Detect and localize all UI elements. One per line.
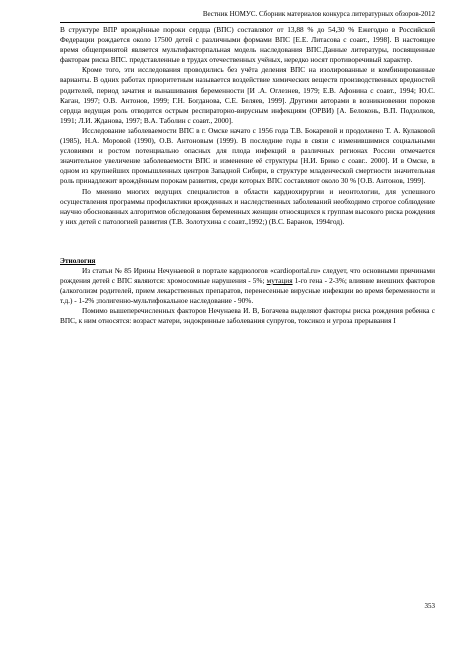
- journal-header: Вестник НОМУС. Сборник материалов конкурса литературных обзоров-2012: [202, 10, 435, 18]
- paragraph-omsk-study: Исследование заболеваемости ВПС в г. Омске начато с 1956 года Т.В. Бокаревой и продолжено Т. А. Кулаковой (1985), Н.А. Моровой (1990), О.В. Антоновым (1999). В последние годы в связи с изменившимися социальными условиями и ростом потенциально опасных для плода инфекций в различных регионах России отмечается значительное увеличение заболеваемости ВПС и изменение её структуры [Н.И. Брико с соавг.. 2000]. И в Омске, в одном из крупнейших промышленных центров Западной Сибири, в структуре младенческой смертности значительная роль принадлежит врождённым порокам развития, среди которых ВПС составляют около 30 % [О.В. Антонов, 1999].: [60, 125, 435, 186]
- etiology-text-start: Из статьи № 85 Ирины Нечунаевой в портале кардиологов «cardioportal.ru» следует, что основными причинами рождения детей с ВПС являются: хромосомные нарушения - 5%;: [60, 265, 435, 286]
- paragraph-risk-factors: Кроме того, эти исследования проводились без учёта деления ВПС на изолированные и комбинированные варианты. В одних работах приоритетным называется воздействие химических веществ производственных вредностей родителей, период зачатия и вынашивания беременности [И .А. Оглезнев, 1979; Е.В. Афонина с соавт., 1994; Ю.С. Каган, 1997; О.В. Антонов, 1999; Г.Н. Богданова, С.Е. Беляев, 1999]. Другими авторами в возникновении пороков сердца ведущая роль отводится острым респираторно-вирусным инфекциям (ОРВИ) [А. Белоконь, В.П. Подзолков, 1991; Л.И. Жданова, 1997; В.А. Таболин с соавт., 2000].: [60, 65, 435, 125]
- section-title-etiology: Этиология: [60, 255, 96, 265]
- paragraph-vps-structure: В структуре ВПР врождённые пороки сердца (ВПС) составляют от 13,88 % до 54,30 % Ежегодно в Российской Федерации рождается около 17500 детей с различными формами ВПС [Е.Е. Литасова с соавт., 1998]. В настоящее время общепринятой является мультифакторпальная модель наследования ВПС.Данные литературы, посвященные факторам риска ВПС. представленные в трудах отечественных учёных, нередко носят противоречивый характер.: [60, 25, 435, 65]
- paragraph-additional-factors: Помимо вышеперечисленных факторов Нечунаева И. В, Богачева выделяют факторы риска рождения ребенка с ВПС, к ним относятся: возраст матери, эндокринные заболевания супругов, токсикоз и угроза прерывания I: [60, 306, 435, 326]
- section-spacer: [60, 227, 435, 256]
- etiology-text-end: 1-го гена - 2-3%; влияние внешних факторов (алкоголизм родителей, прием лекарственных препаратов, перенесенные вирусные инфекции во время беременности и т.д.) - 1-2% ;полигенно-мультифокальное наследование - 90%.: [60, 276, 435, 306]
- header-divider: [60, 22, 435, 23]
- paragraph-etiology-causes: [60, 266, 435, 306]
- paragraph-prevention: По мнению многих ведущих специалистов в области кардиохирургии и неонтологии, для успешного осуществления программы профилактики врожденных и наследственных заболеваний необходимо строгое соблюдение научно обоснованных алгоритмов обследования беременных женщин относящихся к группам высокого риска рождения у них детей с патологией развития (Т.В. Золотухина с соавт.,1992;) (В.С. Баранов, 1994год).: [60, 186, 435, 226]
- page-number: 353: [424, 602, 435, 610]
- page-body: [60, 25, 435, 327]
- mutation-link-text: мутация: [266, 276, 293, 286]
